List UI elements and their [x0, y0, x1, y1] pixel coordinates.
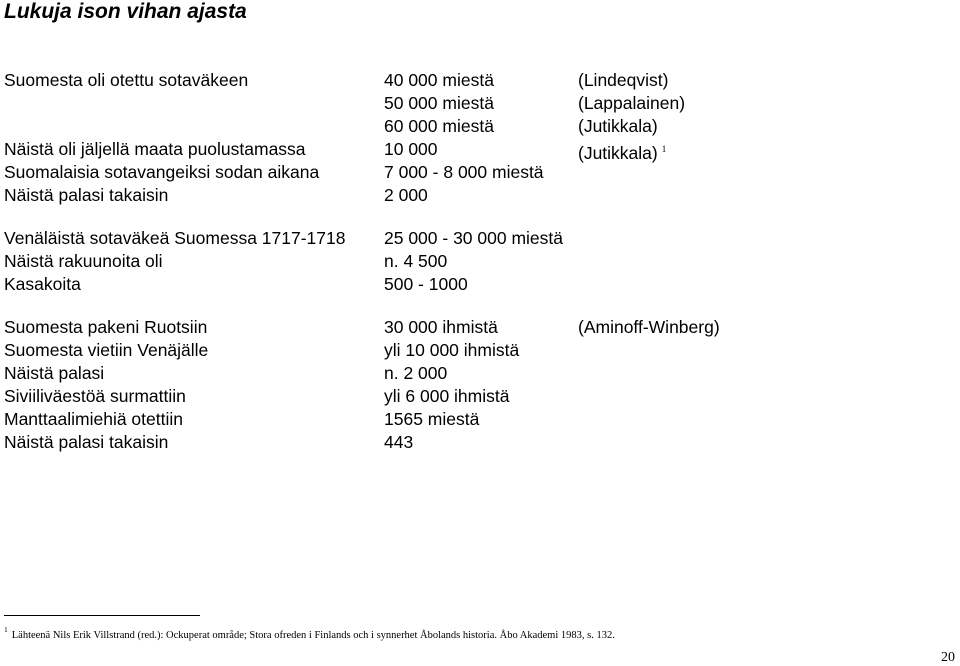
row-value: 443	[384, 432, 414, 452]
row-source-text: (Jutikkala)	[578, 143, 658, 163]
row-value: 30 000 ihmistä	[384, 317, 498, 337]
row-value: 1565 miestä	[384, 409, 480, 429]
row-label: Näistä palasi	[4, 363, 105, 383]
row-label: Näistä palasi takaisin	[4, 432, 169, 452]
page-title: Lukuja ison vihan ajasta	[4, 0, 247, 23]
row-label: Kasakoita	[4, 274, 81, 294]
row-value: yli 10 000 ihmistä	[384, 340, 520, 360]
row-value: 7 000 - 8 000 miestä	[384, 162, 544, 182]
row-value: 10 000	[384, 139, 438, 159]
footnote-separator	[4, 615, 200, 616]
footnote-reference: 1	[661, 144, 667, 154]
row-label: Siviiliväestöä surmattiin	[4, 386, 186, 406]
row-label: Manttaalimiehiä otettiin	[4, 409, 183, 429]
footnote-text: Lähteenä Nils Erik Villstrand (red.): Ockuperat område; Stora ofreden i Finlands och i synnerhet Åbolands historia. Åbo Akademi 1983, s. 132.	[11, 630, 615, 641]
row-label: Näistä oli jäljellä maata puolustamassa	[4, 139, 306, 159]
row-source: (Aminoff-Winberg)	[578, 317, 720, 337]
footnote	[4, 623, 615, 643]
row-source: (Lindeqvist)	[578, 70, 669, 90]
row-label: Suomesta pakeni Ruotsiin	[4, 317, 208, 337]
page-number: 20	[941, 650, 955, 665]
row-label: Venäläistä sotaväkeä Suomessa 1717-1718	[4, 228, 346, 248]
row-value: yli 6 000 ihmistä	[384, 386, 510, 406]
row-value: n. 2 000	[384, 363, 448, 383]
row-value: 2 000	[384, 185, 428, 205]
row-source: (Lappalainen)	[578, 93, 686, 113]
row-value: 60 000 miestä	[384, 116, 494, 136]
row-value: 50 000 miestä	[384, 93, 494, 113]
row-label: Näistä palasi takaisin	[4, 185, 169, 205]
row-value: 500 - 1000	[384, 274, 468, 294]
row-label: Suomesta vietiin Venäjälle	[4, 340, 209, 360]
row-label: Näistä rakuunoita oli	[4, 251, 163, 271]
row-value: 25 000 - 30 000 miestä	[384, 228, 564, 248]
row-label: Suomesta oli otettu sotaväkeen	[4, 70, 249, 90]
row-source: (Jutikkala)	[578, 116, 658, 136]
row-source	[578, 138, 666, 164]
footnote-mark: 1	[4, 625, 8, 634]
row-label: Suomalaisia sotavangeiksi sodan aikana	[4, 162, 320, 182]
row-value: n. 4 500	[384, 251, 448, 271]
row-value: 40 000 miestä	[384, 70, 494, 90]
